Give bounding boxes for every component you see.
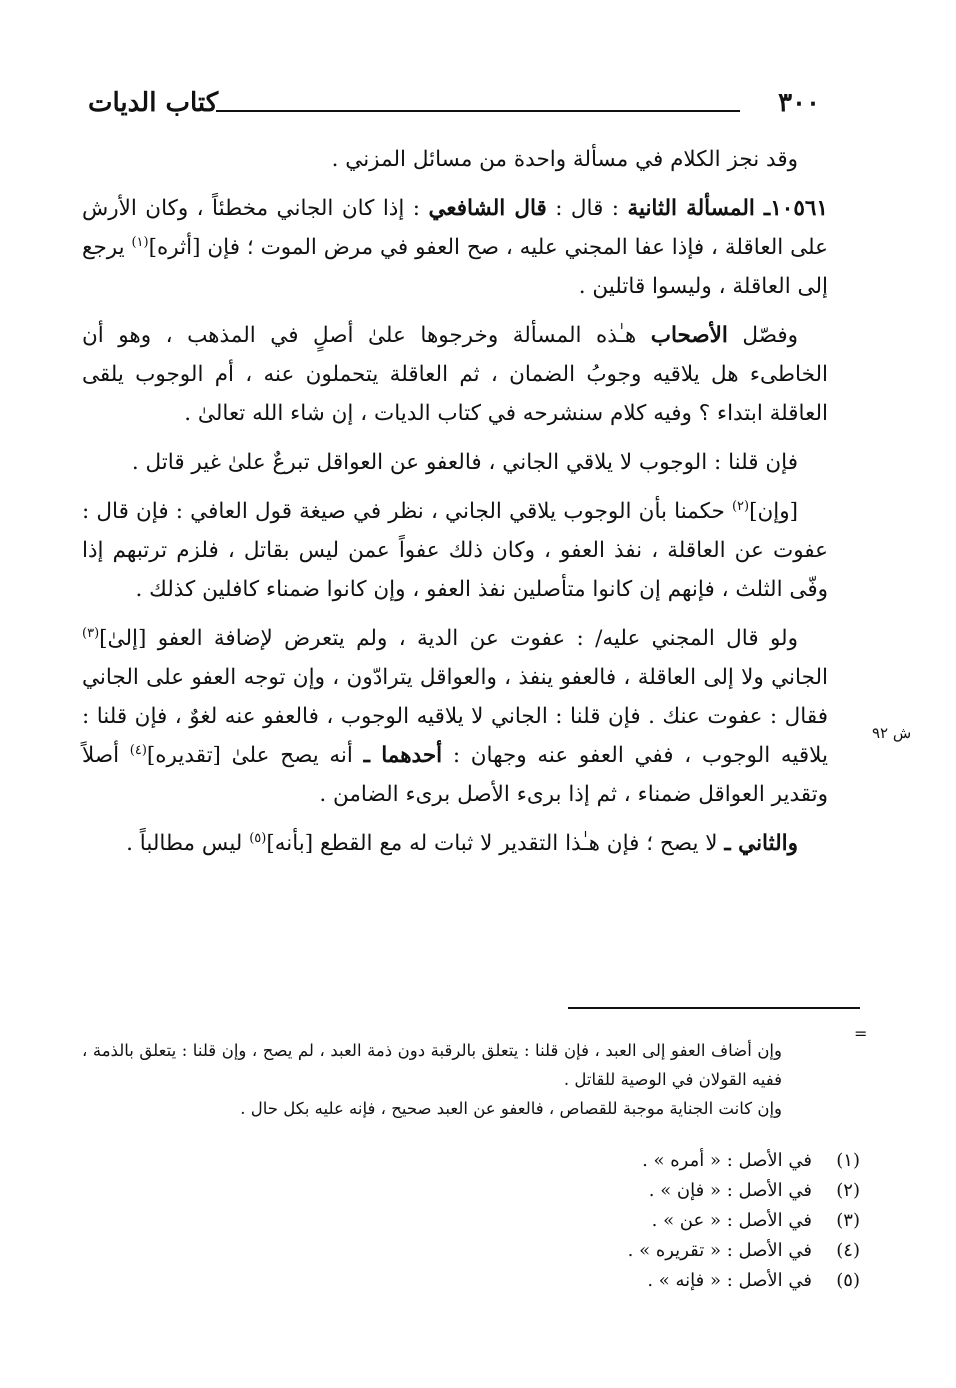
p7-end: ليس مطالباً . <box>126 831 250 856</box>
ashab-term: الأصحاب <box>650 323 728 348</box>
footnote-ref-5[interactable]: (٥) <box>249 830 267 846</box>
footnote-text: في الأصل : « فإن » . <box>648 1180 812 1201</box>
intro-text: وقد نجز الكلام في مسألة واحدة من مسائل المزني . <box>331 147 798 172</box>
footnote-text: في الأصل : « تقريره » . <box>627 1240 812 1261</box>
footnote-ref-2[interactable]: (٢) <box>731 498 750 514</box>
footnote-number: (٤) <box>836 1240 860 1261</box>
qala-shafii: قال الشافعي <box>428 196 547 221</box>
p6-mid2: أنه يصح علىٰ [تقديره] <box>146 743 364 768</box>
masala-title: المسألة الثانية <box>627 196 755 221</box>
p6-end: أصلاً وتقدير العواقل ضمناء ، ثم إذا برىء الأصل برىء الضامن . <box>82 743 828 807</box>
footnote-separator <box>568 1007 860 1009</box>
footnote-cont-1: وإن أضاف العفو إلى العبد ، فإن قلنا : يتعلق بالرقبة دون ذمة العبد ، لم يصح ، وإن قلنا : يتعلق بالذمة ، ففيه القولان في الوصية للقاتل . <box>82 1041 782 1089</box>
footnote-text: في الأصل : « أمره » . <box>642 1150 812 1171</box>
p3-start: وفصّل <box>727 323 798 348</box>
thani-paragraph <box>82 824 828 863</box>
footnote-continuation-mark: = <box>854 1024 868 1043</box>
footnote-ref-4[interactable]: (٤) <box>129 742 147 758</box>
masala-number: ١٠٥٦١ـ <box>763 196 828 221</box>
footnote-list <box>160 1146 860 1296</box>
margin-folio-note: ش ٩٢ <box>872 724 912 742</box>
footnote-item <box>160 1146 860 1176</box>
p3-rest: هـٰذه المسألة وخرجوها علىٰ أصلٍ في المذهب ، وهو أن الخاطىء هل يلاقيه وجوبُ الضمان ، ثم العاقلة يتحملون عنه ، أم الوجوب يلقى العاقلة ابتداء ؟ وفيه كلام سنشرحه في كتاب الديات ، إن شاء الله تعالىٰ . <box>82 323 828 426</box>
afw-paragraph <box>82 619 828 814</box>
footnote-text: في الأصل : « فإنه » . <box>647 1270 812 1291</box>
running-header <box>88 88 820 122</box>
main-text <box>82 140 828 873</box>
masala-text-2: : إذا كان الجاني مخطئاً ، وكان الأرش على العاقلة ، فإذا عفا المجني عليه ، صح العفو في مرض الموت ؛ فإن [أثره] <box>82 196 828 260</box>
hukm-paragraph <box>82 492 828 609</box>
p4-text: فإن قلنا : الوجوب لا يلاقي الجاني ، فالعفو عن العواقل تبرعٌ علىٰ غير قاتل . <box>131 450 798 475</box>
footnote-number: (٥) <box>836 1270 860 1291</box>
ahaduhuma: أحدهما ـ <box>363 743 443 768</box>
masala-text-1: : قال : <box>546 196 628 221</box>
p5-rest: حكمنا بأن الوجوب يلاقي الجاني ، نظر في صيغة قول العافي : فإن قال : عفوت عن العاقلة ، نفذ العفو ، وكان ذلك عفواً عمن ليس بقاتل ، فلزم ترتبهم إذا وفّى الثلث ، فإنهم إن كانوا متأصلين نفذ العفو ، وإن كانوا ضمناء كافلين كذلك . <box>82 499 828 602</box>
footnote-number: (٢) <box>836 1180 860 1201</box>
p6-start: ولو قال المجني عليه/ : عفوت عن الدية ، ولم يتعرض لإضافة العفو [إلىٰ] <box>99 626 798 651</box>
ashab-paragraph <box>82 316 828 433</box>
footnote-item <box>160 1236 860 1266</box>
footnote-text: في الأصل : « عن » . <box>651 1210 812 1231</box>
book-title: كتاب الديات <box>88 88 219 118</box>
footnote-cont-2: وإن كانت الجناية موجبة للقصاص ، فالعفو عن العبد صحيح ، فإنه عليه بكل حال . <box>240 1099 782 1118</box>
header-rule <box>216 110 740 112</box>
p5-start: [وإن] <box>749 499 798 524</box>
footnote-continuation <box>82 1036 782 1123</box>
intro-paragraph <box>82 140 828 179</box>
footnote-item <box>160 1176 860 1206</box>
p7-mid: لا يصح ؛ فإن هـٰذا التقدير لا ثبات له مع القطع [بأنه] <box>266 831 725 856</box>
thani: والثاني ـ <box>724 831 798 856</box>
masala-paragraph <box>82 189 828 306</box>
footnote-number: (١) <box>836 1150 860 1171</box>
footnote-number: (٣) <box>836 1210 860 1231</box>
footnote-ref-1[interactable]: (١) <box>131 234 149 250</box>
masala-text-3: يرجع إلى العاقلة ، وليسوا قاتلين . <box>82 235 828 299</box>
p6-mid: الجاني ولا إلى العاقلة ، فالعفو ينفذ ، والعواقل يترادّون ، وإن توجه العفو على الجاني فقال : عفوت عنك . فإن قلنا : الجاني لا يلاقيه الوجوب ، فالعفو عنه لغوٌ ، فإن قلنا : يلاقيه الوجوب ، ففي العفو عنه وجهان : <box>82 665 828 768</box>
footnote-item <box>160 1206 860 1236</box>
wujub-paragraph <box>82 443 828 482</box>
page-number: ٣٠٠ <box>778 88 820 118</box>
footnote-item <box>160 1266 860 1296</box>
footnote-ref-3[interactable]: (٣) <box>82 625 100 641</box>
